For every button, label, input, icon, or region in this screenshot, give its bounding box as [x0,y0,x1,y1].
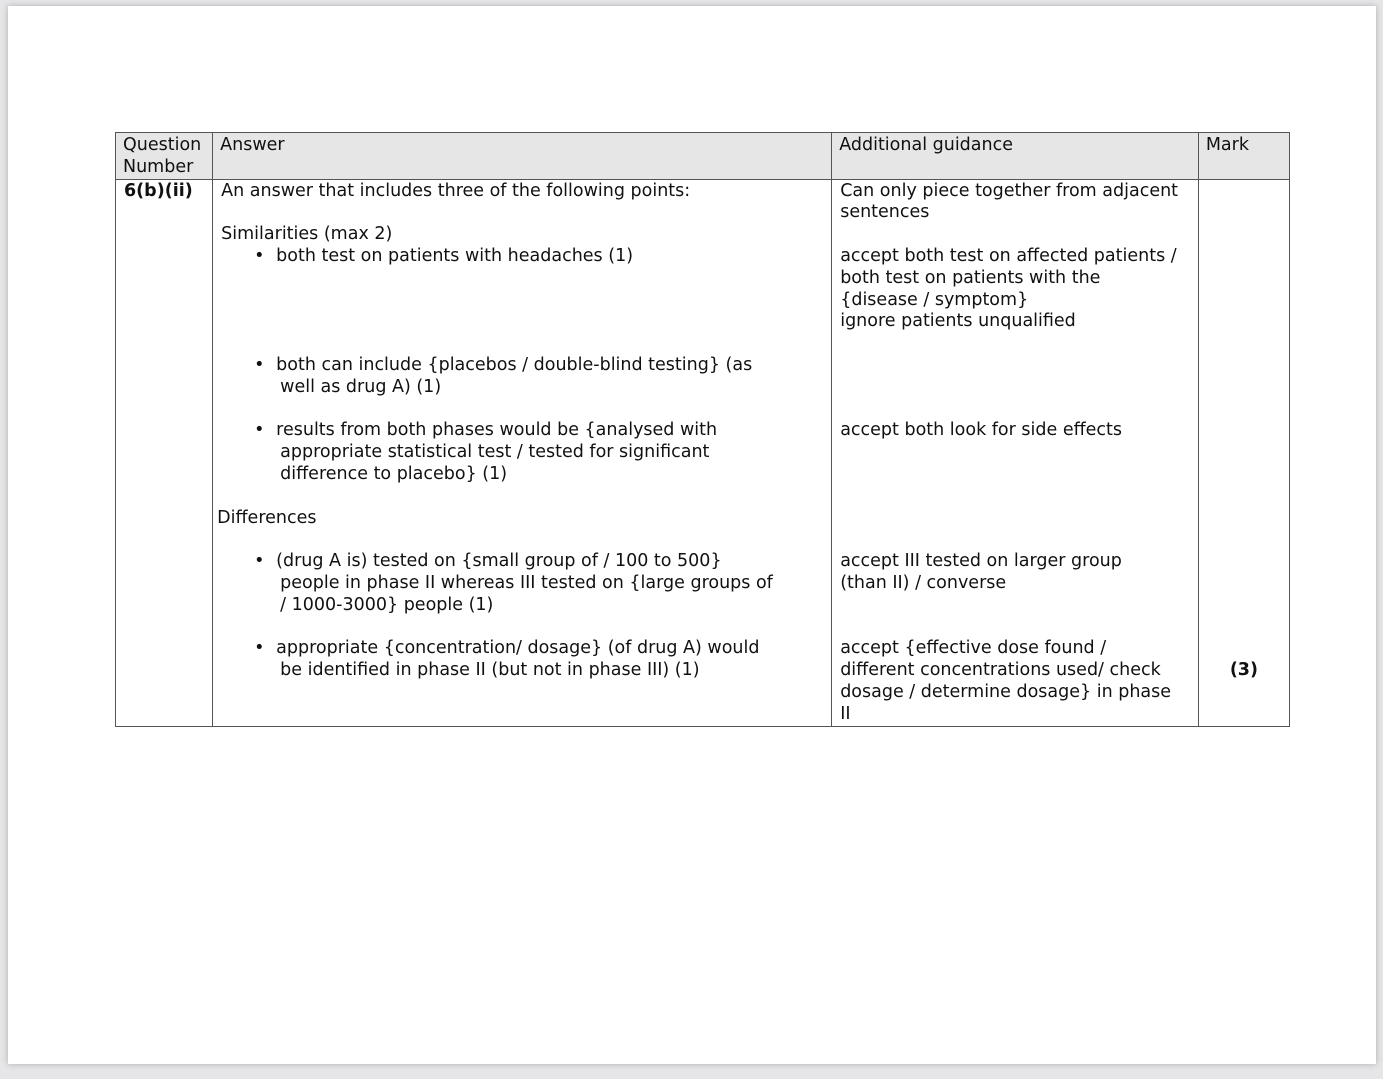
question-number: 6(b)(ii) [124,180,193,201]
guidance-header: Additional guidance [832,133,1199,180]
question-number-cell [116,179,213,726]
bullet-icon: • [254,420,265,441]
bullet-icon: • [254,638,265,659]
answer-cell [213,179,832,726]
similarity-point-1: • both test on patients with headaches (1) [254,245,634,266]
similarities-heading: Similarities (max 2) [221,224,393,245]
guidance-adjacent: Can only piece together from adjacent sentences [840,180,1179,223]
question-row [116,179,1290,726]
similarity-point-3: • results from both phases would be {analysed with appropriate statistical test / tested for significant difference to placebo} (1) [254,420,718,484]
difference-point-1: • (drug A is) tested on {small group of / 100 to 500} people in phase II whereas III tested on {large groups of / 1000-3000} people (1) [254,551,773,615]
differences-heading: Differences [217,507,317,528]
bullet-icon: • [254,245,265,266]
guidance-cell [832,179,1199,726]
difference-point-2: • appropriate {concentration/ dosage} (of drug A) would be identified in phase II (but not in phase III) (1) [254,638,760,681]
mark-cell [1198,179,1289,726]
guidance-larger-group: accept III tested on larger group (than II) / converse [840,551,1122,593]
header-row [116,133,1290,180]
question-header-line1: Question [123,135,202,155]
mark-scheme-table [115,132,1290,727]
question-number-header [116,133,213,180]
guidance-side-effects: accept both look for side effects [840,420,1123,441]
question-header-line2: Number [123,156,194,177]
answer-intro: An answer that includes three of the following points: [221,180,691,201]
mark-value: (3) [1229,659,1258,680]
similarity-point-2: • both can include {placebos / double-blind testing} (as well as drug A) (1) [254,354,753,397]
guidance-dosage: accept {effective dose found / different concentrations used/ check dosage / determine dosage} in phase II [840,638,1172,724]
mark-header: Mark [1198,133,1289,180]
document-page [8,6,1376,1064]
answer-header: Answer [213,133,832,180]
bullet-icon: • [254,551,265,572]
guidance-affected-patients: accept both test on affected patients / both test on patients with the {disease / symptom} ignore patients unqualified [840,245,1177,332]
bullet-icon: • [254,354,265,375]
